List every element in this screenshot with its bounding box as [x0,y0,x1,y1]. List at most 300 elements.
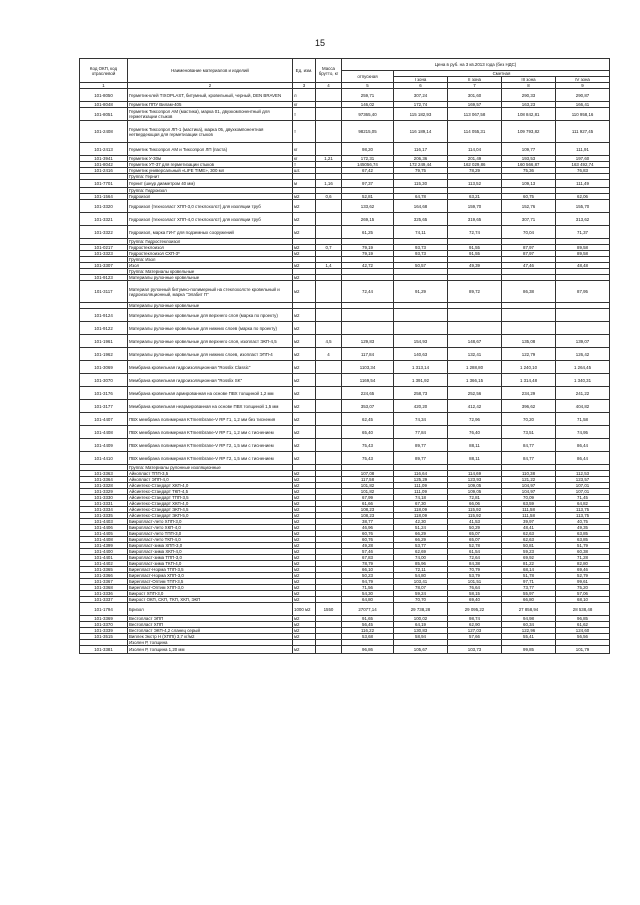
row-name: Айсинтекс-Стандарт ТКП-4,5 [128,489,293,495]
row-unit: м2 [293,591,316,597]
row-price-zone-4: 40,75 [556,519,610,525]
row-price-zone-3: 66,80 [502,597,556,603]
row-price-zone-3: 111,58 [502,513,556,519]
row-price-release: 53,68 [342,634,394,640]
row-price-zone-3: 73,77 [502,585,556,591]
row-name: Мембрана кровельная гидроизоляционная "Rosslix SK" [128,374,293,387]
row-unit: м2 [293,322,316,335]
row-price-zone-4: 74,95 [556,426,610,439]
row-price-zone-1: 100,02 [394,616,448,622]
row-price-release: 61,66 [342,501,394,507]
row-price-zone-4 [556,309,610,322]
row-unit: м2 [293,573,316,579]
row-price-release: 96,86 [342,646,394,654]
row-price-zone-2: 103,73 [448,646,502,654]
row-price-zone-2: 132,41 [448,348,502,361]
row-price-release: 67,83 [342,555,394,561]
row-unit: м2 [293,348,316,361]
row-name: Группа: Гидроизол [128,188,293,194]
table-row [80,180,610,188]
row-code: 101-4399 [80,543,128,549]
row-price-zone-3: 110,38 [502,471,556,477]
row-mass [316,426,342,439]
row-name: Группа: Материалы рулонные изоляционные [128,465,293,471]
row-name: Гидроизол (техноэласт ХПП-3,0 стеклохолст) для изоляции труб [128,200,293,213]
row-code: 101-3328 [80,483,128,489]
row-price-zone-2: 115,92 [448,507,502,513]
row-price-release [342,309,394,322]
row-unit: м2 [293,426,316,439]
row-code: 101-4403 [80,519,128,525]
col-number: 3 [293,83,316,89]
row-price-zone-1: 115 182,93 [394,108,448,121]
row-price-zone-3: 122,79 [502,348,556,361]
row-code: 101-2413 [80,143,128,156]
row-code: 101-2416 [80,168,128,174]
row-price-zone-1: 125,29 [394,477,448,483]
row-name: ПВХ мембрана полимерная KTmembrane-V RP Г1, 1,2 мм с тиснением [128,426,293,439]
row-price-zone-4: 64,82 [556,501,610,507]
row-price-zone-2: 114,69 [448,471,502,477]
row-unit: м [293,180,316,188]
row-price-zone-3: 99,85 [502,646,556,654]
row-price-zone-4: 101,79 [556,646,610,654]
header-estimate: Сметная [394,71,610,77]
row-price-zone-1: 58,94 [394,634,448,640]
row-price-zone-3: 109,13 [502,180,556,188]
row-price-zone-1: 70,70 [394,597,448,603]
row-price-zone-1: 118,09 [394,513,448,519]
row-unit: м2 [293,567,316,573]
row-name: Бирепласт-Норма ТПП-3,5 [128,567,293,573]
row-code: 101-8042 [80,162,128,168]
row-price-zone-1: 89,77 [394,452,448,465]
row-unit: м2 [293,471,316,477]
table-row [80,348,610,361]
row-name: Герметик ППУ Вилам-405 [128,102,293,108]
row-code: 101-4405 [80,531,128,537]
row-price-zone-4: 163 492,74 [556,162,610,168]
row-name: Группа: Изол [128,257,293,263]
row-price-release: 97,37 [342,180,394,188]
row-unit: м2 [293,387,316,400]
row-unit: м2 [293,251,316,257]
row-price-zone-1: 77,84 [394,426,448,439]
row-unit: м2 [293,579,316,585]
row-price-release: 269,15 [342,213,394,226]
row-code: 101-1794 [80,603,128,616]
row-price-zone-2: 57,66 [448,634,502,640]
row-name: Айсинтекс-Стандарт ХКП-4,0 [128,501,293,507]
row-name: Бикропласт-лето ТПП-3,0 [128,531,293,537]
row-price-release: 50,23 [342,573,394,579]
header-code: Код ОКП, код отраслевой [80,59,128,83]
row-code: 101-3337 [80,597,128,603]
row-mass [316,452,342,465]
row-price-zone-3: 55,41 [502,634,556,640]
row-price-zone-4: 89,58 [556,251,610,257]
row-price-zone-2: 115,92 [448,513,502,519]
header-name: Наименование материалов и изделий [128,59,293,83]
row-price-zone-3: 109,77 [502,143,556,156]
row-price-zone-2: 1 288,80 [448,361,502,374]
table-row [80,646,610,654]
row-unit: м2 [293,616,316,622]
row-price-release: 116,22 [342,628,394,634]
row-name: Бирепласт-Оптим ХПП-3,0 [128,585,293,591]
row-mass [316,226,342,239]
row-price-zone-1: 116 189,14 [394,121,448,143]
row-price-zone-4: 75,20 [556,585,610,591]
row-price-zone-4: 155,70 [556,200,610,213]
row-name: Герметик У-30м [128,156,293,162]
row-price-zone-3: 396,62 [502,400,556,413]
row-price-release: 108,23 [342,513,394,519]
row-price-zone-3: 68,14 [502,567,556,573]
row-price-release: 38,77 [342,519,394,525]
row-code: 101-7701 [80,180,128,188]
row-name: Бикропласт-лето ТКП-4,0 [128,537,293,543]
row-price-zone-2: 76,40 [448,426,502,439]
row-price-zone-3: 97,71 [502,579,556,585]
row-price-zone-3: 70,04 [502,226,556,239]
row-unit: м2 [293,477,316,483]
table-body [80,89,610,654]
row-code: 101-3070 [80,374,128,387]
row-price-zone-2: 113,52 [448,180,502,188]
row-name: Бикропласт-зима ХПП-3,0 [128,543,293,549]
row-name: Гидростеклоизол СХП-3* [128,251,293,257]
row-price-zone-2: 72,74 [448,226,502,239]
row-price-zone-2: 114,04 [448,143,502,156]
row-name: Герметик универсальный «LIFE TIME», 300 мл [128,168,293,174]
row-price-zone-4: 139,07 [556,335,610,348]
row-code: 101-3329 [80,489,128,495]
row-code: 101-9122 [80,322,128,335]
row-price-zone-2: 53,79 [448,573,502,579]
row-unit: м2 [293,200,316,213]
header-price-title: Цена в руб. на 3 кв.2013 года (без НДС) [342,59,610,71]
table-row [80,200,610,213]
row-price-zone-2: 301,60 [448,89,502,102]
row-code: 101-3381 [80,646,128,654]
table-row [80,426,610,439]
row-price-zone-2: 201,49 [448,156,502,162]
table-row [80,89,610,102]
row-price-zone-1: 130,83 [394,628,448,634]
row-code: 101-9123 [80,275,128,281]
row-price-zone-3: 48,41 [502,525,556,531]
row-price-release: 65,40 [342,426,394,439]
row-name: Гидроизол, марка ГИ-Г для подземных сооружений [128,226,293,239]
row-price-zone-1: 74,34 [394,413,448,426]
row-price-release: 97365,40 [342,108,394,121]
row-price-zone-1: 42,30 [394,519,448,525]
row-name: Бикрост ОКП, СКП, ТКП, ХКП, ЭКП [128,597,293,603]
row-price-zone-1: 103,41 [394,579,448,585]
row-price-zone-2: 29 095,22 [448,603,502,616]
row-unit: м2 [293,226,316,239]
row-price-zone-4: 197,60 [556,156,610,162]
row-price-zone-1: 62,69 [394,549,448,555]
row-price-zone-4: 107,01 [556,489,610,495]
row-price-zone-1 [394,322,448,335]
table-row [80,335,610,348]
row-price-zone-1: 111,09 [394,489,448,495]
table-row [80,309,610,322]
row-price-zone-2: 70,79 [448,567,502,573]
price-sheet [79,58,609,654]
row-name: Айсинтекс-Стандарт ЭКП-4,5 [128,507,293,513]
row-price-zone-3: 60,34 [502,622,556,628]
row-price-zone-3: 109 793,82 [502,121,556,143]
row-price-zone-3: 152,76 [502,200,556,213]
row-name: Герметик УТ-37 для герметизации стыков [128,162,293,168]
row-unit: м2 [293,483,316,489]
row-unit: м2 [293,597,316,603]
row-price-zone-2: 98,74 [448,616,502,622]
row-code: 101-4400 [80,549,128,555]
row-price-zone-4: 71,58 [556,413,610,426]
row-price-zone-2: 159,70 [448,200,502,213]
row-name: Айкопласт ЭПП-4,0 [128,477,293,483]
table-row [80,143,610,156]
row-unit: м2 [293,513,316,519]
row-mass: 1,4 [316,263,342,269]
row-price-zone-4: 57,06 [556,591,610,597]
row-price-zone-3: 307,71 [502,213,556,226]
row-code: 101-8051 [80,108,128,121]
row-unit: м2 [293,622,316,628]
row-price-zone-3: 122,96 [502,628,556,634]
row-name: Бризол [128,603,293,616]
row-name: Изолен Р, толщина [128,640,293,646]
row-price-zone-1: 140,63 [394,348,448,361]
row-price-zone-3: 1 314,48 [502,374,556,387]
row-unit: м2 [293,519,316,525]
row-price-release: 108,23 [342,507,394,513]
row-name: Бикропласт-лето ХПП-3,0 [128,519,293,525]
row-mass [316,413,342,426]
row-price-zone-1: 172,74 [394,102,448,108]
row-price-zone-1: 64,19 [394,622,448,628]
row-name: Бикропласт-зима ТПП-3,0 [128,555,293,561]
row-name: ПВХ мембрана полимерная KTmembrane-V RP Г2, 1,5 мм с тиснением [128,452,293,465]
row-code: 101-3177 [80,400,128,413]
row-price-zone-1: 79,75 [394,168,448,174]
row-price-zone-4: 290,87 [556,89,610,102]
table-row [80,108,610,121]
col-number: 8 [502,83,556,89]
row-price-zone-1 [394,309,448,322]
row-price-release: 101,82 [342,489,394,495]
row-price-release: 54,30 [342,591,394,597]
row-price-zone-2: 41,53 [448,519,502,525]
row-price-zone-2: 162 029,86 [448,162,502,168]
row-code: 101-3307 [80,263,128,269]
row-price-zone-1: 59,24 [394,591,448,597]
row-price-zone-2: 58,15 [448,591,502,597]
header-mass: Масса брутто, кг [316,59,342,83]
table-row [80,439,610,452]
row-price-release: 133,62 [342,200,394,213]
row-price-zone-2: 72,81 [448,495,502,501]
row-name: Бикрост ХПП-3,0 [128,591,293,597]
row-price-zone-4: 89,58 [556,245,610,251]
row-price-zone-2: 49,39 [448,263,502,269]
row-unit: м2 [293,646,316,654]
row-price-zone-4: 126,42 [556,348,610,361]
row-unit: м2 [293,245,316,251]
row-price-zone-1: 78,07 [394,585,448,591]
row-price-zone-1: 1 313,14 [394,361,448,374]
row-mass: 0,6 [316,194,342,200]
row-code: 101-3335 [80,513,128,519]
row-price-zone-2: 69,40 [448,597,502,603]
row-price-release: 117,58 [342,477,394,483]
row-name: Группа: Гидростеклоизол [128,239,293,245]
row-unit: кг [293,156,316,162]
row-price-zone-2: 52,78 [448,543,502,549]
row-code: 101-9124 [80,309,128,322]
row-name: Вестопласт ЭКП-4,2 сланец серый [128,628,293,634]
row-price-zone-1: 74,00 [394,555,448,561]
row-unit: м2 [293,507,316,513]
row-mass: 1,16 [316,180,342,188]
row-name: ПВХ мембрана полимерная KTmembrane-V RP Г1, 1,2 мм без тиснения [128,413,293,426]
row-unit: м2 [293,489,316,495]
row-price-zone-1: 85,96 [394,561,448,567]
table-row [80,213,610,226]
row-price-zone-1: 66,29 [394,537,448,543]
row-price-zone-4: 107,01 [556,483,610,489]
row-price-release: 60,76 [342,537,394,543]
row-unit: м2 [293,413,316,426]
row-price-zone-1: 91,29 [394,281,448,303]
row-price-zone-4: 112,53 [556,471,610,477]
row-name: Гернит (шнур диаметром 40 мм) [128,180,293,188]
row-code: 101-3334 [80,507,128,513]
row-name: Мембрана кровельная неармированная на основе ПВХ толщиной 1,5 мм [128,400,293,413]
row-price-zone-1: 74,18 [394,495,448,501]
row-price-zone-1: 54,80 [394,573,448,579]
row-price-zone-4: 28 538,48 [556,603,610,616]
row-price-zone-4 [556,322,610,335]
row-price-zone-2: 88,11 [448,439,502,452]
row-price-zone-4: 113,75 [556,507,610,513]
row-price-release: 46,96 [342,525,394,531]
row-unit: м2 [293,634,316,640]
row-price-zone-4: 123,57 [556,477,610,483]
row-price-zone-3: 290,33 [502,89,556,102]
row-name: Материалы рулонные кровельные для верхнего слоя (марка по проекту) [128,309,293,322]
row-price-release: 57,46 [342,549,394,555]
row-price-zone-4: 61,62 [556,622,610,628]
row-mass: 0,7 [316,245,342,251]
row-price-release: 146,02 [342,102,394,108]
row-name: Бикропласт-зима ТКП-4,0 [128,561,293,567]
row-price-release: 61,25 [342,226,394,239]
table-row [80,400,610,413]
row-price-zone-2: 114 055,31 [448,121,502,143]
row-price-release: 129,83 [342,335,394,348]
row-price-zone-3: 63,59 [502,501,556,507]
row-price-zone-3: 47,46 [502,263,556,269]
row-name: Айкопласт ТПП-3,5 [128,471,293,477]
row-price-zone-3: 160 566,87 [502,162,556,168]
row-mass [316,374,342,387]
row-mass: 1,21 [316,156,342,162]
row-price-zone-2: 91,55 [448,245,502,251]
row-price-release: 353,07 [342,400,394,413]
row-name: Материалы рулонные кровельные для верхнего слоя, изопласт ЭКП-4,5 [128,335,293,348]
row-mass [316,361,342,374]
row-code: 101-3331 [80,501,128,507]
row-mass [316,200,342,213]
row-code: 101-3366 [80,573,128,579]
row-price-release: 62,45 [342,413,394,426]
row-price-release: 27077,14 [342,603,394,616]
row-price-zone-3: 1 240,10 [502,361,556,374]
row-price-zone-2: 78,29 [448,168,502,174]
row-name: Герметик Тиксопрол ЛП-1 (мастика), марка 05, двухкомпонентная нетвердеющая для герметизации стыков [128,121,293,143]
row-price-zone-2: 62,90 [448,622,502,628]
row-price-zone-4: 71,37 [556,226,610,239]
row-code: 101-3321 [80,213,128,226]
row-unit: шт. [293,168,316,174]
table-row [80,121,610,143]
row-code: 101-8050 [80,89,128,102]
row-price-zone-4: 71,45 [556,495,610,501]
row-unit: м2 [293,400,316,413]
row-code: 101-3330 [80,495,128,501]
row-price-zone-3: 55,97 [502,591,556,597]
row-price-zone-4: 113,75 [556,513,610,519]
row-price-zone-3: 111,58 [502,507,556,513]
row-price-zone-3: 81,22 [502,561,556,567]
header-zone-2: II зона [448,77,502,83]
header-zone-1: I зона [394,77,448,83]
row-name: Герметик-клей TIXOPLAST, битумный, кровельный, черный, DEN BRAVEN [128,89,293,102]
table-row [80,281,610,303]
row-price-release: 98215,05 [342,121,394,143]
row-unit: м2 [293,585,316,591]
row-price-zone-2: 89,72 [448,281,502,303]
row-mass [316,322,342,335]
row-code: 101-3369 [80,616,128,622]
row-unit: м2 [293,194,316,200]
row-unit: м2 [293,501,316,507]
row-price-zone-2: 91,55 [448,251,502,257]
row-price-release: 259,71 [342,89,394,102]
row-mass: 4 [316,348,342,361]
row-price-zone-1: 93,73 [394,251,448,257]
row-price-zone-3: 59,23 [502,549,556,555]
row-price-release: 98,20 [342,143,394,156]
row-price-zone-2: 1 366,15 [448,374,502,387]
row-price-release: 1103,34 [342,361,394,374]
row-price-zone-3: 104,97 [502,483,556,489]
row-mass [316,309,342,322]
row-price-zone-4: 48,48 [556,263,610,269]
row-code: 101-1961 [80,335,128,348]
row-name: Материал рулонный битумно-полимерный на стеклохолсте кровельный и гидроизоляционный, марка "Элабит П" [128,281,293,303]
row-mass [316,646,342,654]
row-code: 101-1962 [80,348,128,361]
row-price-zone-3: 27 858,94 [502,603,556,616]
table-header [80,59,610,89]
row-name: Материалы рулонные кровельные [128,303,293,309]
